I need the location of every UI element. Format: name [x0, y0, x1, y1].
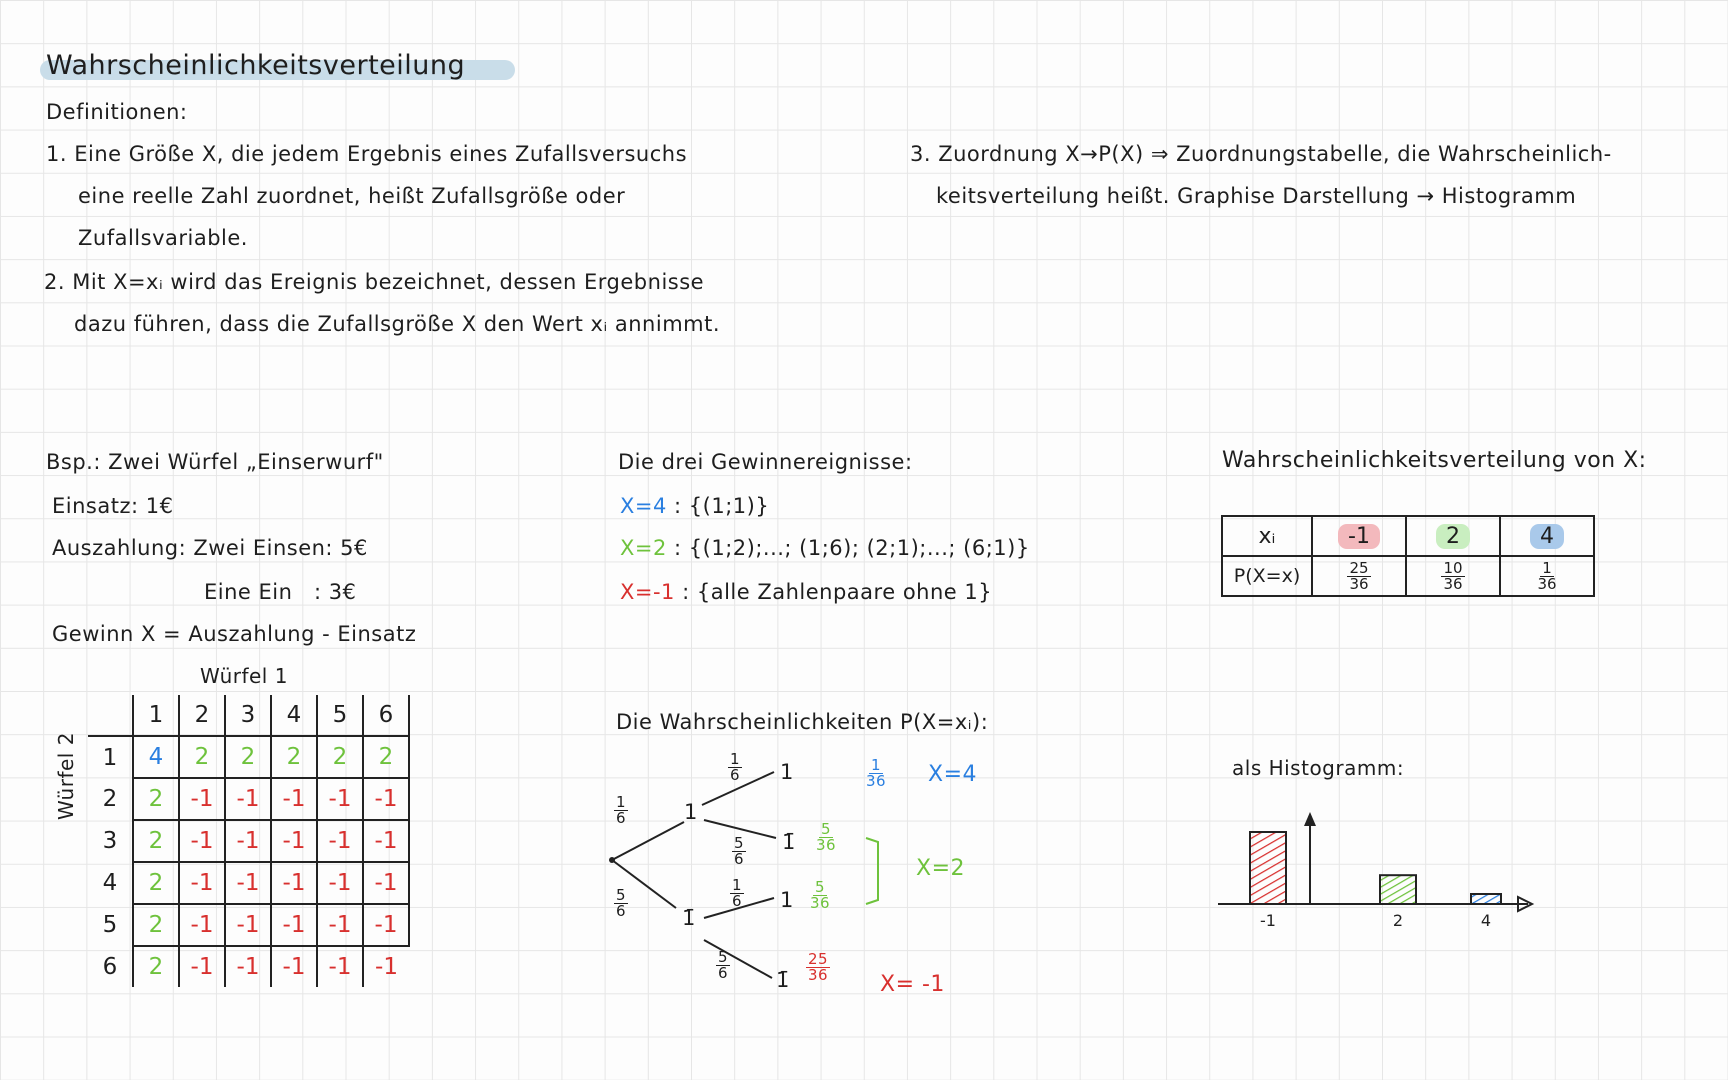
tree-label-x2: X=2 [916, 856, 966, 881]
tree-title: Die Wahrscheinlichkeiten P(X=xᵢ): [616, 710, 989, 734]
event-x2-set: : {(1;2);...; (1;6); (2;1);...; (6;1)} [674, 536, 1030, 560]
example-einsatz: Einsatz: 1€ [52, 494, 174, 518]
def2-line1: 2. Mit X=xᵢ wird das Ereignis bezeichnet, dessen Ergebnisse [44, 270, 705, 294]
dice-cell: 2 [133, 862, 179, 904]
def2-line2: dazu führen, dass die Zufallsgröße X den Wert xᵢ annimmt. [74, 312, 721, 336]
histogram-bar [1471, 894, 1501, 904]
dice-cell: -1 [317, 946, 363, 987]
dist-label-p: P(X=x) [1222, 556, 1312, 596]
event-x4-set: : {(1;1)} [674, 494, 770, 518]
tree-leaf-1: 1 [780, 760, 794, 784]
tree-node-1: 1 [684, 800, 698, 824]
dice-cell: -1 [317, 820, 363, 862]
dice-cell: -1 [225, 862, 271, 904]
frac-den: 6 [730, 766, 741, 784]
dice-cell: 2 [133, 820, 179, 862]
frac-den: 36 [808, 966, 829, 984]
frac-den: 36 [1443, 574, 1463, 593]
dice-cell: 2 [271, 736, 317, 778]
histogram-bar [1380, 875, 1416, 904]
dice-cell: -1 [271, 778, 317, 820]
frac-den: 6 [616, 902, 627, 920]
frac-den: 36 [810, 894, 831, 912]
dice-col-header: 1 [133, 695, 179, 736]
dice-cell: -1 [225, 820, 271, 862]
dice-cell: -1 [179, 904, 225, 946]
dice-cell: 2 [317, 736, 363, 778]
wuerfel1-label: Würfel 1 [200, 664, 288, 688]
dice-cell: -1 [225, 904, 271, 946]
dice-cell: 2 [363, 736, 409, 778]
dice-cell: -1 [179, 820, 225, 862]
dice-cell: -1 [225, 778, 271, 820]
dice-cell: -1 [271, 904, 317, 946]
frac-num: 5 [718, 948, 729, 966]
dice-cell: 2 [179, 736, 225, 778]
dice-row-header: 2 [88, 778, 133, 820]
dice-col-header: 3 [225, 695, 271, 736]
dice-row-header: 1 [88, 736, 133, 778]
example-title: Bsp.: Zwei Würfel „Einserwurf" [46, 450, 384, 474]
dice-cell: -1 [363, 862, 409, 904]
frac-den: 36 [866, 772, 887, 790]
frac-num: 10 [1443, 558, 1463, 577]
distribution-title: Wahrscheinlichkeitsverteilung von X: [1222, 448, 1647, 473]
frac-num: 1 [616, 793, 627, 811]
example-gewinn: Gewinn X = Auszahlung - Einsatz [52, 622, 417, 646]
example-auszahlung: Auszahlung: Zwei Einsen: 5€ [52, 536, 368, 560]
histogram-label: als Histogramm: [1232, 756, 1405, 780]
frac-num: 5 [616, 886, 627, 904]
frac-den: 6 [718, 964, 729, 982]
dice-cell: -1 [271, 946, 317, 987]
tree-label-xm1: X= -1 [880, 972, 945, 997]
dice-cell: -1 [317, 904, 363, 946]
dice-cell: -1 [317, 862, 363, 904]
dice-cell: -1 [271, 820, 317, 862]
event-xm1-set: : {alle Zahlenpaare ohne 1} [682, 580, 993, 604]
frac-num: 1 [732, 876, 743, 894]
dice-col-header: 5 [317, 695, 363, 736]
dice-cell: -1 [375, 954, 398, 980]
def1-line3: Zufallsvariable. [78, 226, 248, 250]
def3-line1: 3. Zuordnung X→P(X) ⇒ Zuordnungstabelle, die Wahrscheinlich- [910, 142, 1612, 166]
def3-line2: keitsverteilung heißt. Graphise Darstellung → Histogramm [936, 184, 1577, 208]
tree-label-x4: X=4 [928, 762, 978, 787]
y-axis-arrow-icon [1304, 812, 1316, 826]
dist-label-xi: xᵢ [1222, 516, 1312, 556]
tree-leaf-notone-b: 1̄ [776, 968, 790, 992]
dice-cell: 2 [133, 778, 179, 820]
frac-num: 25 [1349, 558, 1369, 577]
dice-cell: 4 [133, 736, 179, 778]
dice-row-header: 6 [88, 946, 133, 987]
dice-col-header: 4 [271, 695, 317, 736]
tree-node-notone: 1̄ [682, 906, 696, 930]
frac-num: 5 [815, 878, 826, 896]
frac-num: 1 [1542, 558, 1552, 577]
frac-num: 1 [730, 750, 741, 768]
dice-cell: 2 [225, 736, 271, 778]
dice-row-header: 3 [88, 820, 133, 862]
dice-cell: 2 [133, 904, 179, 946]
frac-den: 36 [1349, 574, 1369, 593]
dist-value: 2 [1436, 524, 1470, 549]
dist-value: 4 [1530, 524, 1564, 549]
frac-den: 36 [816, 836, 837, 854]
histogram-bars [1250, 832, 1501, 930]
dice-col-header: 6 [363, 695, 409, 736]
events-title: Die drei Gewinnereignisse: [618, 450, 913, 474]
tree-leaf-1b: 1 [780, 888, 794, 912]
histogram-tick-label: 4 [1480, 911, 1492, 930]
frac-den: 36 [1537, 574, 1557, 593]
dice-cell: -1 [179, 778, 225, 820]
dice-cell: -1 [363, 904, 409, 946]
event-xm1-label: X=-1 [620, 580, 675, 604]
dice-cell: -1 [179, 862, 225, 904]
frac-den: 6 [734, 850, 745, 868]
histogram-bar [1250, 832, 1286, 904]
event-x2-label: X=2 [620, 536, 667, 560]
page-title: Wahrscheinlichkeitsverteilung [46, 50, 466, 81]
dice-cell: -1 [225, 946, 271, 987]
tree-leaf-notone: 1̄ [782, 830, 796, 854]
dice-row-header: 4 [88, 862, 133, 904]
wuerfel2-label: Würfel 2 [54, 732, 78, 820]
frac-num: 5 [821, 820, 832, 838]
frac-den: 6 [732, 892, 743, 910]
dice-cell: -1 [271, 862, 317, 904]
dice-cell: -1 [317, 778, 363, 820]
histogram-tick-label: -1 [1260, 911, 1276, 930]
def1-line1: 1. Eine Größe X, die jedem Ergebnis eines Zufallsversuchs [46, 142, 688, 166]
frac-num: 25 [808, 950, 829, 968]
dice-cell: -1 [179, 946, 225, 987]
def1-line2: eine reelle Zahl zuordnet, heißt Zufallsgröße oder [78, 184, 626, 208]
event-x4-label: X=4 [620, 494, 667, 518]
frac-den: 6 [616, 809, 627, 827]
dice-cell: 2 [133, 946, 179, 987]
definitions-label: Definitionen: [46, 100, 188, 124]
dice-cell: -1 [363, 820, 409, 862]
frac-num: 5 [734, 834, 745, 852]
dice-row-header: 5 [88, 904, 133, 946]
frac-num: 1 [871, 756, 882, 774]
dice-cell: -1 [363, 778, 409, 820]
histogram-tick-label: 2 [1392, 911, 1404, 930]
dist-value: -1 [1338, 524, 1380, 549]
example-eine-ein: Eine Ein : 3€ [204, 580, 357, 604]
dice-col-header: 2 [179, 695, 225, 736]
